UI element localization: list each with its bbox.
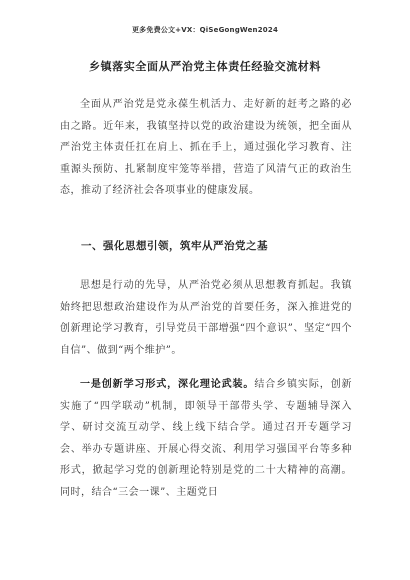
paragraph-thought: 思想是行动的先导，从严治党必须从思想教育抓起。我镇始终把思想政治建设作为从严治党的首要任务，深入推进党的创新理论学习教育，引导党员干部增强“四个意识”、坚定“四个自信”、做到“两个维护”。 <box>60 280 352 356</box>
header-note: 更多免费公文+VX：QiSeGongWen2024 <box>131 26 279 34</box>
section-heading-1: 一、强化思想引领，筑牢从严治党之基 <box>81 240 268 252</box>
paragraph-intro: 全面从严治党是党永葆生机活力、走好新的赶考之路的必由之路。近年来，我镇坚持以党的政治建设为统领，把全面从严治党主体责任扛在肩上、抓在手上，通过强化学习教育、注重源头预防、扎紧制度牢笼等举措，营造了风清气正的政治生态，推动了经济社会各项事业的健康发展。 <box>60 99 352 196</box>
paragraph-study-form <box>60 374 352 503</box>
paragraph-body: 结合乡镇实际，创新实施了“四学联动”机制，即领导干部带头学、专题辅导深入学、研讨交流互动学、线上线下结合学。通过召开专题学习会、举办专题讲座、开展心得交流、利用学习强国平台等多种形式，掀起学习党的创新理论特别是党的二十大精神的高潮。同时，结合“三会一课”、主题党日 <box>60 379 353 498</box>
document-title: 乡镇落实全面从严治党主体责任经验交流材料 <box>89 60 321 73</box>
paragraph-lead: 一是创新学习形式，深化理论武装。 <box>80 379 255 390</box>
